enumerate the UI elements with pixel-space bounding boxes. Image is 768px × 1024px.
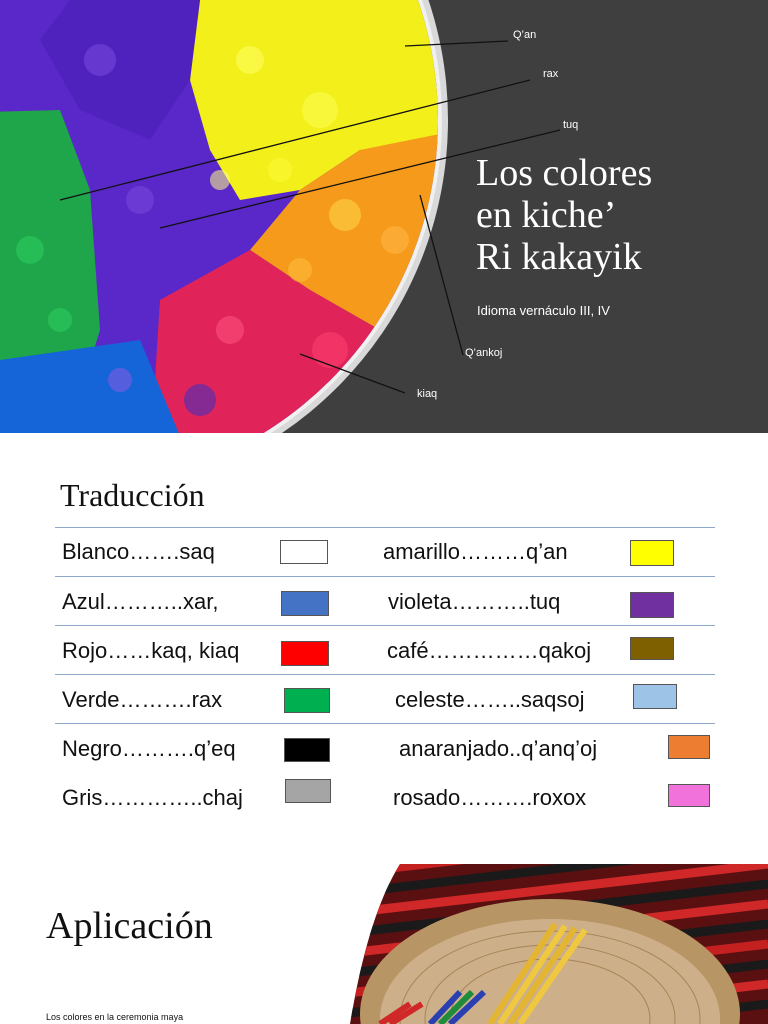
- row-divider: [55, 527, 715, 528]
- swatch-right: [630, 540, 674, 566]
- color-entry-left: Rojo……kaq, kiaq: [62, 638, 240, 663]
- color-entry-left: Gris…………..chaj: [62, 785, 243, 810]
- label-kiaq: kiaq: [417, 388, 438, 400]
- title-line-2: en kiche’: [476, 194, 617, 236]
- translation-slide: [0, 455, 768, 840]
- color-entry-left: Blanco…….saq: [62, 539, 215, 564]
- slide2-title: Traducción: [60, 477, 205, 513]
- color-entry-right: celeste……..saqsoj: [395, 687, 585, 712]
- title-line-1: Los colores: [476, 152, 653, 194]
- label-qankoj: Q’ankoj: [465, 347, 503, 359]
- row-divider: [55, 723, 715, 724]
- label-tuq: tuq: [563, 119, 579, 131]
- slide3-title: Aplicación: [46, 905, 213, 947]
- title-line-3: Ri kakayik: [476, 236, 642, 278]
- color-entry-right: anaranjado..q’anq’oj: [399, 736, 598, 761]
- color-entry-left: Verde……….rax: [62, 687, 223, 712]
- row-divider: [55, 625, 715, 626]
- swatch-left: [280, 540, 328, 564]
- swatch-right: [668, 735, 710, 759]
- slide3-subtitle: Los colores en la ceremonia maya: [46, 1012, 184, 1022]
- color-entry-left: Negro……….q’eq: [62, 736, 236, 761]
- color-entry-right: violeta………..tuq: [388, 589, 561, 614]
- application-slide: [0, 864, 768, 1024]
- row-divider: [55, 674, 715, 675]
- title-slide: [0, 0, 768, 433]
- slide1-subtitle: Idioma vernáculo III, IV: [477, 303, 610, 318]
- swatch-right: [630, 637, 674, 660]
- swatch-left: [284, 738, 330, 762]
- slide1-title: [476, 152, 766, 278]
- color-entry-right: amarillo………q’an: [383, 539, 568, 564]
- label-rax: rax: [543, 68, 559, 80]
- ceremony-photo: [340, 864, 768, 1024]
- swatch-right: [668, 784, 710, 807]
- swatch-left: [281, 641, 329, 666]
- color-entry-right: rosado……….roxox: [393, 785, 587, 810]
- swatch-left: [284, 688, 330, 713]
- color-entry-right: café……………qakoj: [387, 638, 592, 663]
- row-divider: [55, 576, 715, 577]
- swatch-right: [633, 684, 677, 709]
- swatch-left: [281, 591, 329, 616]
- label-qan: Q’an: [513, 29, 537, 41]
- swatch-right: [630, 592, 674, 618]
- swatch-left: [285, 779, 331, 803]
- color-entry-left: Azul………..xar,: [62, 589, 219, 614]
